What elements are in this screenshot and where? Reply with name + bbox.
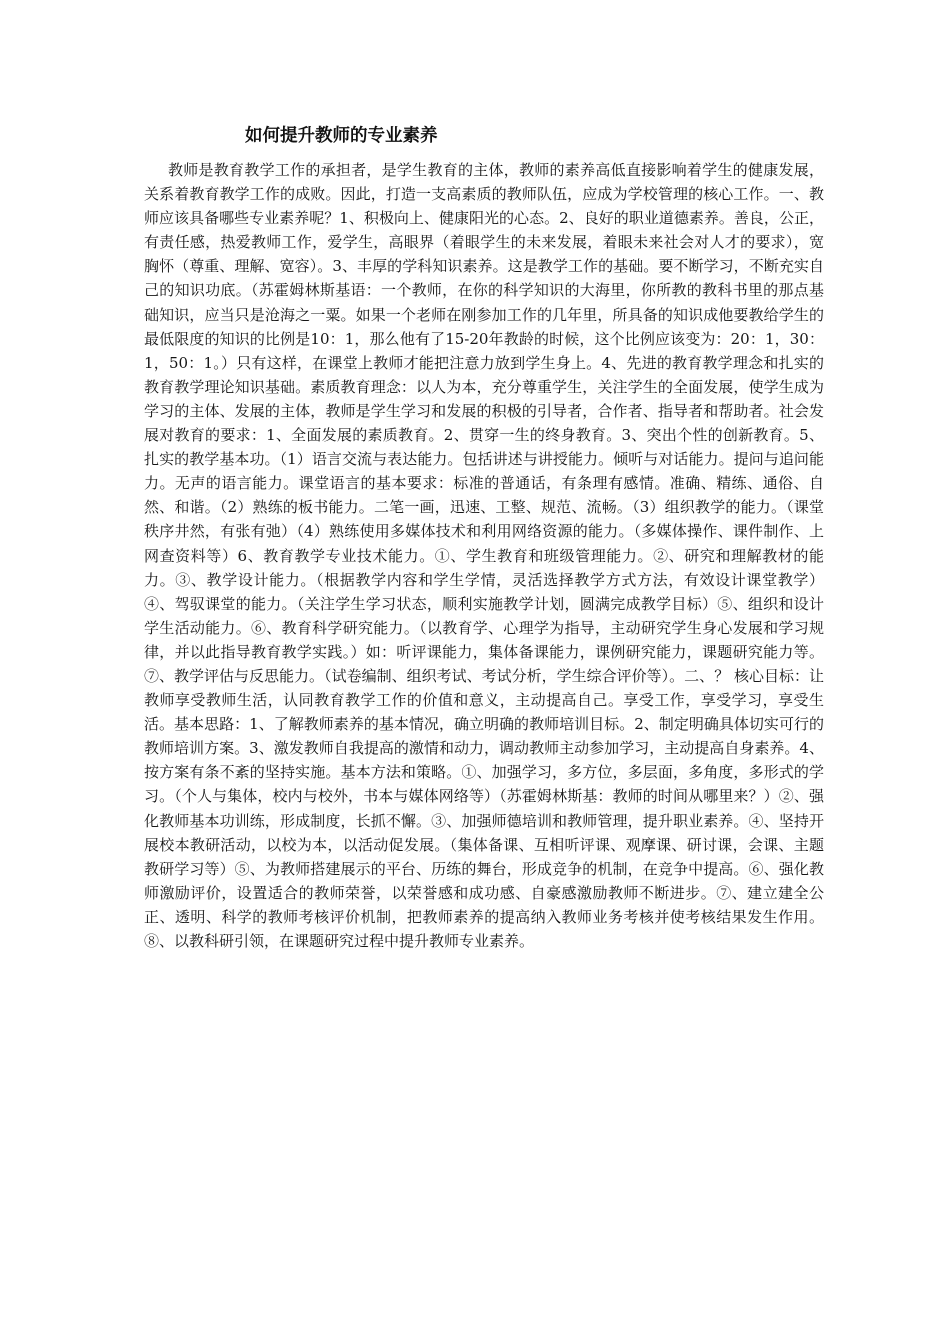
document-title: 如何提升教师的专业素养	[245, 126, 438, 146]
document-body-paragraph: 教师是教育教学工作的承担者，是学生教育的主体，教师的素养高低直接影响着学生的健康发展，关系着教育教学工作的成败。因此，打造一支高素质的教师队伍，应成为学校管理的核心工作。一、教师应该具备哪些专业素养呢？1、积极向上、健康阳光的心态。2、良好的职业道德素养。善良，公正，有责任感，热爱教师工作，爱学生，高眼界（着眼学生的未来发展，着眼未来社会对人才的要求），宽胸怀（尊重、理解、宽容）。3、丰厚的学科知识素养。这是教学工作的基础。要不断学习，不断充实自己的知识功底。（苏霍姆林斯基语：一个教师，在你的科学知识的大海里，你所教的教科书里的那点基础知识，应当只是沧海之一粟。如果一个老师在刚参加工作的几年里，所具备的知识成他要教给学生的最低限度的知识的比例是10：1，那么他有了15-20年教龄的时候，这个比例应该变为：20：1，30：1，50：1。）只有这样，在课堂上教师才能把注意力放到学生身上。4、先进的教育教学理念和扎实的教育教学理论知识基础。素质教育理念：以人为本，充分尊重学生，关注学生的全面发展，使学生成为学习的主体、发展的主体，教师是学生学习和发展的积极的引导者，合作者、指导者和帮助者。社会发展对教育的要求：1、全面发展的素质教育。2、贯穿一生的终身教育。3、突出个性的创新教育。5、扎实的教学基本功。（1）语言交流与表达能力。包括讲述与讲授能力。倾听与对话能力。提问与追问能力。无声的语言能力。课堂语言的基本要求：标准的普通话，有条理有感情。准确、精练、通俗、自然、和谐。（2）熟练的板书能力。二笔一画，迅速、工整、规范、流畅。（3）组织教学的能力。（课堂秩序井然，有张有弛）（4）熟练使用多媒体技术和利用网络资源的能力。（多媒体操作、课件制作、上网查资料等）6、教育教学专业技术能力。①、学生教育和班级管理能力。②、研究和理解教材的能力。③、教学设计能力。（根据教学内容和学生学情，灵活选择教学方式方法，有效设计课堂教学）④、驾驭课堂的能力。（关注学生学习状态，顺利实施教学计划，圆满完成教学目标）⑤、组织和设计学生活动能力。⑥、教育科学研究能力。（以教育学、心理学为指导，主动研究学生身心发展和学习规律，并以此指导教育教学实践。）如：听评课能力，集体备课能力，课例研究能力，课题研究能力等。⑦、教学评估与反思能力。（试卷编制、组织考试、考试分析，学生综合评价等）。二、？ 核心目标：让教师享受教师生活，认同教育教学工作的价值和意义，主动提高自己。享受工作，享受学习，享受生活。基本思路：1、了解教师素养的基本情况，确立明确的教师培训目标。2、制定明确具体切实可行的教师培训方案。3、激发教师自我提高的激情和动力，调动教师主动参加学习，主动提高自身素养。4、按方案有条不紊的坚持实施。基本方法和策略。①、加强学习，多方位，多层面，多角度，多形式的学习。（个人与集体，校内与校外，书本与媒体网络等）（苏霍姆林斯基：教师的时间从哪里来？）②、强化教师基本功训练，形成制度，长抓不懈。③、加强师德培训和教师管理，提升职业素养。④、坚持开展校本教研活动，以校为本，以活动促发展。（集体备课、互相听评课、观摩课、研讨课，会课、主题教研学习等）⑤、为教师搭建展示的平台、历练的舞台，形成竞争的机制，在竞争中提高。⑥、强化教师激励评价，设置适合的教师荣誉，以荣誉感和成功感、自豪感激励教师不断进步。⑦、建立建全公正、透明、科学的教师考核评价机制，把教师素养的提高纳入教师业务考核并使考核结果发生作用。⑧、以教科研引领，在课题研究过程中提升教师专业素养。	[144, 161, 824, 950]
